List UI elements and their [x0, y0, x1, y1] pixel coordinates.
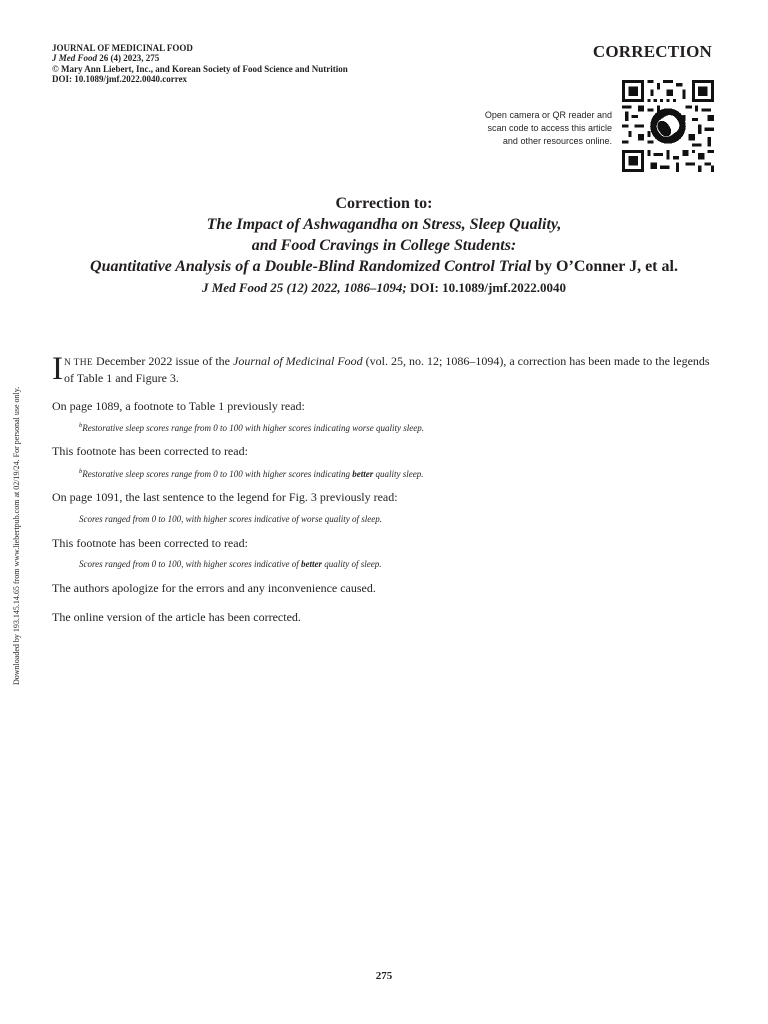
title-line: The Impact of Ashwagandha on Stress, Sleep Quality,	[206, 216, 562, 233]
intro-paragraph: I N THE December 2022 issue of the Journal of Medicinal Food (vol. 25, no. 12; 1086–1094), a correction has been made to the legends of Table 1 and Figure 3.	[52, 351, 710, 387]
paragraph: This footnote has been corrected to read:	[52, 444, 248, 458]
corrected-legend: Scores ranged from 0 to 100, with higher scores indicative of better quality of sleep.	[79, 559, 382, 569]
paragraph: The authors apologize for the errors and any inconvenience caused.	[52, 581, 376, 595]
doi-line: DOI: 10.1089/jmf.2022.0040.correx	[52, 74, 188, 85]
journal-name: JOURNAL OF MEDICINAL FOOD	[52, 43, 193, 53]
download-watermark: Downloaded by 193.145.14.65 from www.liebertpub.com at 02/19/24. For personal use only.	[12, 386, 21, 685]
quoted-legend: Scores ranged from 0 to 100, with higher scores indicative of worse quality of sleep.	[79, 514, 382, 524]
copyright-line: © Mary Ann Liebert, Inc., and Korean Society of Food Science and Nutrition	[52, 63, 348, 74]
title-line-authors: Quantitative Analysis of a Double-Blind Randomized Control Trial by O’Conner J, et al.	[90, 258, 678, 275]
drop-cap: I	[52, 351, 63, 387]
article-title-block	[0, 193, 768, 298]
corrected-footnote: $^b$Restorative sleep scores range from 0 to 100 with higher scores indicating better quality sleep.	[79, 468, 424, 479]
journal-header	[52, 43, 348, 85]
paragraph: On page 1089, a footnote to Table 1 previously read:	[52, 399, 305, 413]
correction-label: CORRECTION	[592, 42, 712, 61]
journal-citation: J Med Food 26 (4) 2023, 275	[52, 53, 160, 64]
paragraph: The online version of the article has been corrected.	[52, 610, 301, 624]
qr-instructions: Open camera or QR reader and scan code to access this article and other resources online.	[484, 110, 612, 146]
original-citation: J Med Food 25 (12) 2022, 1086–1094; DOI: 10.1089/jmf.2022.0040	[202, 280, 566, 295]
title-line: and Food Cravings in College Students:	[251, 237, 517, 254]
qr-code-icon[interactable]	[622, 80, 714, 172]
correction-heading: Correction to:	[335, 195, 433, 212]
paragraph: This footnote has been corrected to read:	[52, 536, 248, 550]
quoted-footnote: $^b$Restorative sleep scores range from 0 to 100 with higher scores indicating worse quality sleep.	[79, 422, 424, 433]
paragraph: On page 1091, the last sentence to the legend for Fig. 3 previously read:	[52, 490, 398, 504]
page-number: 275	[375, 970, 393, 982]
